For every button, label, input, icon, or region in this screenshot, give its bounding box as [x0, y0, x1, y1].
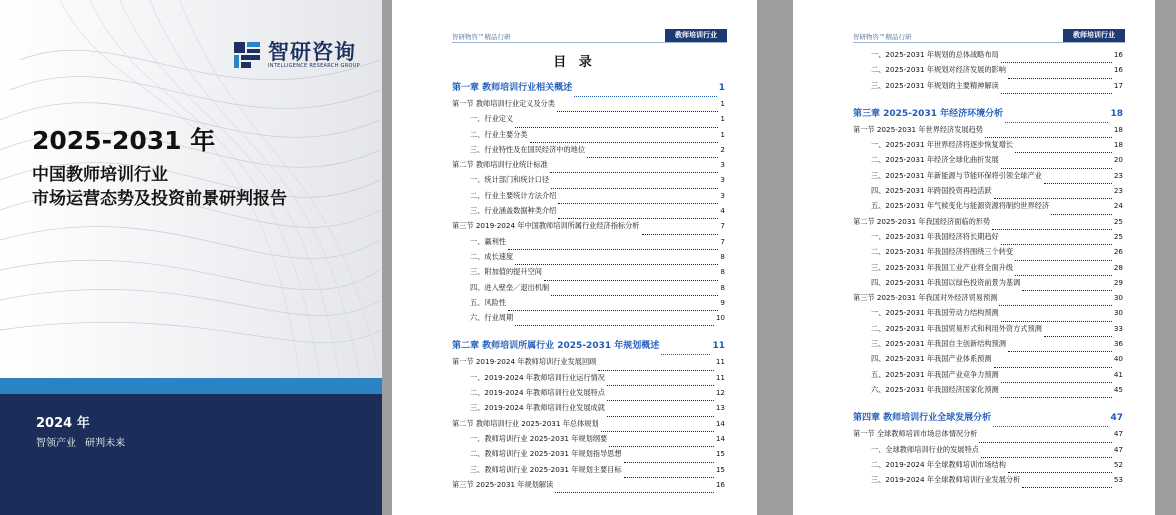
toc-entry-label: 三、教师培训行业 2025-2031 年规划主要目标	[470, 464, 622, 474]
toc-entry-label: 一、赢利性	[470, 236, 506, 246]
toc-page-number: 8	[720, 251, 725, 261]
toc-entry-label: 三、附加值的提升空间	[470, 267, 542, 277]
toc-page-number: 18	[1110, 108, 1123, 119]
toc-entry-label: 二、2025-2031 年经济全球化曲折发展	[871, 155, 999, 165]
toc-item[interactable]	[853, 339, 1123, 354]
toc-page-number: 11	[712, 341, 725, 352]
toc-section[interactable]	[452, 160, 725, 175]
dot-leader	[1015, 152, 1112, 153]
toc-page-number: 15	[715, 449, 725, 459]
toc-page-number: 52	[1113, 459, 1123, 469]
toc-page-number: 8	[720, 282, 725, 292]
toc-section[interactable]	[853, 429, 1123, 444]
dot-leader	[1044, 336, 1112, 337]
toc-item[interactable]	[452, 283, 725, 298]
toc-page-number: 7	[720, 221, 725, 231]
dot-leader	[601, 431, 714, 432]
toc-section[interactable]	[853, 125, 1123, 140]
dot-leader	[1001, 397, 1112, 398]
dot-leader	[1001, 244, 1112, 245]
toc-entry-label: 六、2025-2031 年我国经济国家化预测	[871, 384, 999, 394]
toc-entry-label: 二、2019-2024 年教师培训行业发展特点	[470, 388, 605, 398]
toc-list	[853, 50, 1123, 490]
toc-entry-label: 二、2025-2031 年我国贸易形式和利用外资方式预测	[871, 323, 1042, 333]
toc-item[interactable]	[853, 140, 1123, 155]
dot-leader	[508, 249, 718, 250]
dot-leader	[1008, 351, 1112, 352]
toc-entry-label: 一、行业定义	[470, 114, 514, 124]
toc-item[interactable]	[853, 50, 1123, 65]
dot-leader	[1015, 275, 1112, 276]
toc-item[interactable]	[452, 145, 725, 160]
toc-item[interactable]	[452, 206, 725, 221]
toc-entry-label: 三、行业涵盖数据种类介绍	[470, 206, 557, 216]
toc-section[interactable]	[452, 357, 725, 372]
dot-leader	[1001, 62, 1112, 63]
toc-page-number: 23	[1113, 170, 1123, 180]
toc-chapter[interactable]	[853, 410, 1123, 429]
toc-item[interactable]	[452, 267, 725, 282]
dot-leader	[1051, 214, 1112, 215]
dot-leader	[994, 367, 1112, 368]
toc-chapter[interactable]	[853, 106, 1123, 125]
toc-item[interactable]	[452, 465, 725, 480]
toc-item[interactable]	[452, 130, 725, 145]
toc-section[interactable]	[452, 99, 725, 114]
dot-leader	[515, 325, 714, 326]
toc-page-number: 28	[1113, 262, 1123, 272]
cover-slogan: 智领产业 研判未来	[36, 438, 126, 449]
toc-item[interactable]	[853, 324, 1123, 339]
toc-item[interactable]	[452, 252, 725, 267]
toc-entry-label: 第二节 教师培训行业 2025-2031 年总体规划	[452, 418, 599, 428]
header-divider	[853, 42, 1125, 43]
dot-leader	[587, 157, 718, 158]
toc-entry-label: 二、成长速度	[470, 251, 514, 261]
toc-entry-label: 第一节 全球教师培训市场总体情况分析	[853, 429, 978, 439]
toc-item[interactable]	[452, 298, 725, 313]
toc-chapter[interactable]	[452, 338, 725, 357]
logo-subtitle: INTELLIGENCE RESEARCH GROUP	[268, 63, 360, 69]
toc-page-number: 14	[715, 433, 725, 443]
dot-leader	[1001, 382, 1112, 383]
toc-entry-label: 五、风险性	[470, 297, 506, 307]
toc-entry-label: 三、2025-2031 年我国自主创新结构预测	[871, 339, 1006, 349]
logo-mark-icon	[232, 40, 262, 70]
toc-entry-label: 三、行业特性及在国民经济中的地位	[470, 144, 586, 154]
toc-entry-label: 三、2019-2024 年全球教师培训行业发展分析	[871, 475, 1021, 485]
toc-entry-label: 二、行业主要分类	[470, 129, 528, 139]
dot-leader	[530, 142, 719, 143]
dot-leader	[999, 305, 1111, 306]
dot-leader	[557, 111, 719, 112]
dot-leader	[981, 457, 1112, 458]
toc-page-number: 16	[715, 479, 725, 489]
dot-leader	[642, 234, 719, 235]
toc-item[interactable]	[853, 385, 1123, 400]
toc-page-number: 12	[715, 388, 725, 398]
toc-entry-label: 第一节 2019-2024 年教师培训行业发展回顾	[452, 357, 597, 367]
toc-page-number: 8	[720, 267, 725, 277]
cover-accent-band	[0, 378, 382, 394]
dot-leader	[993, 426, 1108, 427]
toc-item[interactable]	[853, 445, 1123, 460]
toc-page-number: 3	[720, 175, 725, 185]
dot-leader	[992, 229, 1112, 230]
dot-leader	[1001, 93, 1112, 94]
toc-item[interactable]	[853, 247, 1123, 262]
toc-page-number: 30	[1113, 293, 1123, 303]
dot-leader	[607, 416, 714, 417]
dot-leader	[555, 492, 714, 493]
dot-leader	[607, 400, 714, 401]
toc-page-number: 25	[1113, 231, 1123, 241]
toc-entry-label: 一、统计部门和统计口径	[470, 175, 550, 185]
dot-leader	[1001, 321, 1112, 322]
toc-entry-label: 一、教师培训行业 2025-2031 年规划纲要	[470, 433, 608, 443]
toc-item[interactable]	[853, 460, 1123, 475]
toc-item[interactable]	[853, 81, 1123, 96]
dot-leader	[1044, 183, 1112, 184]
toc-page-number: 23	[1113, 186, 1123, 196]
toc-entry-label: 三、2019-2024 年教师培训行业发展成就	[470, 403, 605, 413]
toc-page-number: 40	[1113, 354, 1123, 364]
dot-leader	[1001, 168, 1112, 169]
toc-entry-label: 第三节 2025-2031 年我国对外经济贸易预测	[853, 293, 998, 303]
toc-item[interactable]	[452, 191, 725, 206]
toc-page-number: 11	[715, 372, 725, 382]
toc-page-number: 24	[1113, 201, 1123, 211]
dot-leader	[985, 137, 1112, 138]
toc-entry-label: 二、2019-2024 年全球教师培训市场结构	[871, 459, 1006, 469]
toc-item[interactable]	[853, 354, 1123, 369]
toc-entry-label: 四、2025-2031 年跨国投资再趋活跃	[871, 186, 992, 196]
dot-leader	[558, 203, 718, 204]
toc-entry-label: 五、2025-2031 年我国产业竞争力预测	[871, 369, 999, 379]
dot-leader	[1022, 290, 1112, 291]
toc-entry-label: 第三节 2025-2031 年规划解读	[452, 479, 554, 489]
toc-section[interactable]	[853, 293, 1123, 308]
toc-entry-label: 第二节 2025-2031 年我国经济面临的形势	[853, 216, 991, 226]
toc-page-number: 11	[715, 357, 725, 367]
cover-year-range: 2025-2031 年	[32, 126, 216, 155]
toc-entry-label: 二、教师培训行业 2025-2031 年规划指导思想	[470, 449, 622, 459]
toc-entry-label: 一、2025-2031 年规划的总体战略布局	[871, 50, 999, 59]
toc-page-1	[392, 0, 757, 515]
toc-page-number: 36	[1113, 339, 1123, 349]
toc-entry-label: 第一节 教师培训行业定义及分类	[452, 99, 555, 108]
toc-page-number: 45	[1113, 384, 1123, 394]
dot-leader	[607, 385, 714, 386]
toc-page-number: 14	[715, 418, 725, 428]
toc-page-number: 7	[720, 236, 725, 246]
toc-item[interactable]	[452, 403, 725, 418]
toc-entry-label: 六、行业周期	[470, 313, 514, 323]
dot-leader	[624, 477, 714, 478]
toc-page-number: 33	[1113, 323, 1123, 333]
toc-item[interactable]	[452, 237, 725, 252]
dot-leader	[558, 218, 718, 219]
toc-page-number: 1	[720, 114, 725, 124]
toc-item[interactable]	[853, 171, 1123, 186]
toc-entry-label: 第一章 教师培训行业相关概述	[452, 83, 573, 93]
toc-page-number: 29	[1113, 277, 1123, 287]
dot-leader	[661, 354, 710, 355]
toc-page-number: 4	[720, 206, 725, 216]
toc-entry-label: 四、2025-2031 年我国以绿色投资前景为基调	[871, 277, 1021, 287]
toc-entry-label: 二、行业主要统计方法介绍	[470, 190, 557, 200]
toc-entry-label: 第一节 2025-2031 年世界经济发展趋势	[853, 124, 983, 134]
toc-entry-label: 第四章 教师培训行业全球发展分析	[853, 413, 992, 424]
toc-page-number: 15	[715, 464, 725, 474]
toc-item[interactable]	[853, 65, 1123, 80]
cover-title-line2: 市场运营态势及投资前景研判报告	[32, 189, 287, 209]
company-logo	[232, 40, 360, 70]
toc-section[interactable]	[452, 221, 725, 236]
toc-page-number: 20	[1113, 155, 1123, 165]
toc-page-number: 16	[1113, 65, 1123, 75]
dot-leader	[624, 462, 714, 463]
dot-leader	[508, 310, 718, 311]
toc-chapter[interactable]	[452, 80, 725, 99]
dot-leader	[515, 127, 718, 128]
dot-leader	[550, 172, 719, 173]
dot-leader	[1022, 487, 1112, 488]
dot-leader	[1015, 260, 1112, 261]
toc-page-number: 10	[715, 313, 725, 323]
dot-leader	[515, 264, 718, 265]
toc-entry-label: 第三节 2019-2024 年中国教师培训所属行业经济指标分析	[452, 221, 640, 231]
toc-page-number: 47	[1113, 429, 1123, 439]
toc-page-number: 1	[718, 83, 725, 93]
toc-entry-label: 四、2025-2031 年我国产业体系预测	[871, 354, 992, 364]
header-tag: 教师培训行业	[1063, 29, 1125, 42]
toc-entry-label: 一、2019-2024 年教师培训行业运行情况	[470, 372, 605, 382]
toc-item[interactable]	[853, 186, 1123, 201]
header-divider	[452, 42, 727, 43]
toc-item[interactable]	[853, 232, 1123, 247]
dot-leader	[1005, 122, 1108, 123]
toc-item[interactable]	[853, 475, 1123, 490]
cover-publish-year: 2024 年	[36, 416, 90, 431]
cover-page	[0, 0, 382, 515]
toc-entry-label: 一、2025-2031 年我国经济将长期趋好	[871, 231, 999, 241]
toc-item[interactable]	[452, 175, 725, 190]
dot-leader	[551, 295, 718, 296]
toc-item[interactable]	[853, 308, 1123, 323]
toc-item[interactable]	[452, 373, 725, 388]
toc-page-number: 53	[1113, 475, 1123, 485]
dot-leader	[979, 442, 1111, 443]
toc-item[interactable]	[452, 388, 725, 403]
toc-entry-label: 三、2025-2031 年我国工业产业将全面升级	[871, 262, 1014, 272]
dot-leader	[1008, 472, 1112, 473]
toc-page-2	[793, 0, 1155, 515]
dot-leader	[1008, 78, 1112, 79]
toc-item[interactable]	[853, 201, 1123, 216]
header-brand: 智研物咨™精品行研	[452, 33, 511, 41]
toc-page-number: 47	[1113, 444, 1123, 454]
toc-page-number: 13	[715, 403, 725, 413]
toc-page-number: 3	[720, 190, 725, 200]
cover-title-line1: 中国教师培训行业	[32, 165, 168, 185]
toc-page-number: 41	[1113, 369, 1123, 379]
toc-item[interactable]	[452, 449, 725, 464]
toc-entry-label: 四、进入壁垒／退出机制	[470, 282, 550, 292]
toc-page-number: 17	[1113, 80, 1123, 90]
toc-entry-label: 二、2025-2031 年规划对经济发展的影响	[871, 65, 1006, 75]
dot-leader	[994, 198, 1112, 199]
toc-page-number: 30	[1113, 308, 1123, 318]
toc-entry-label: 第三章 2025-2031 年经济环境分析	[853, 108, 1004, 119]
toc-title: 目 录	[553, 55, 596, 70]
toc-page-number: 2	[720, 144, 725, 154]
toc-entry-label: 二、2025-2031 年我国经济将围绕三个转变	[871, 247, 1014, 257]
toc-entry-label: 三、2025-2031 年规划的主要精神解读	[871, 80, 999, 90]
toc-section[interactable]	[853, 217, 1123, 232]
toc-page-number: 9	[720, 297, 725, 307]
toc-page-number: 16	[1113, 50, 1123, 59]
toc-item[interactable]	[853, 278, 1123, 293]
toc-entry-label: 一、全球教师培训行业的发展特点	[871, 444, 979, 454]
dot-leader	[598, 370, 713, 371]
dot-leader	[551, 188, 718, 189]
toc-page-number: 18	[1113, 124, 1123, 134]
toc-item[interactable]	[853, 155, 1123, 170]
toc-entry-label: 一、2025-2031 年我国劳动力结构预测	[871, 308, 999, 318]
toc-section[interactable]	[452, 419, 725, 434]
toc-entry-label: 一、2025-2031 年世界经济将逐步恢复增长	[871, 140, 1014, 150]
toc-entry-label: 三、2025-2031 年新能源与节能环保将引领全球产业	[871, 170, 1042, 180]
toc-entry-label: 第二节 教师培训行业统计标准	[452, 160, 548, 170]
dot-leader	[574, 96, 717, 97]
toc-section[interactable]	[452, 480, 725, 495]
header-tag: 教师培训行业	[665, 29, 727, 42]
logo-name: 智研咨询	[268, 40, 356, 64]
toc-page-number: 25	[1113, 216, 1123, 226]
toc-entry-label: 第二章 教师培训所属行业 2025-2031 年规划概述	[452, 341, 660, 352]
toc-page-number: 1	[720, 129, 725, 139]
toc-page-number: 26	[1113, 247, 1123, 257]
header-brand: 智研物咨™精品行研	[853, 33, 912, 41]
toc-page-number: 3	[720, 160, 725, 170]
toc-item[interactable]	[452, 313, 725, 328]
toc-item[interactable]	[452, 434, 725, 449]
toc-page-number: 18	[1113, 140, 1123, 150]
toc-entry-label: 五、2025-2031 年气候变化与能源资源将制约世界经济	[871, 201, 1050, 211]
toc-page-number: 47	[1110, 413, 1123, 424]
toc-item[interactable]	[452, 114, 725, 129]
toc-item[interactable]	[853, 263, 1123, 278]
toc-page-number: 1	[720, 99, 725, 108]
dot-leader	[544, 280, 719, 281]
toc-item[interactable]	[853, 370, 1123, 385]
dot-leader	[609, 446, 714, 447]
toc-list	[452, 80, 725, 495]
